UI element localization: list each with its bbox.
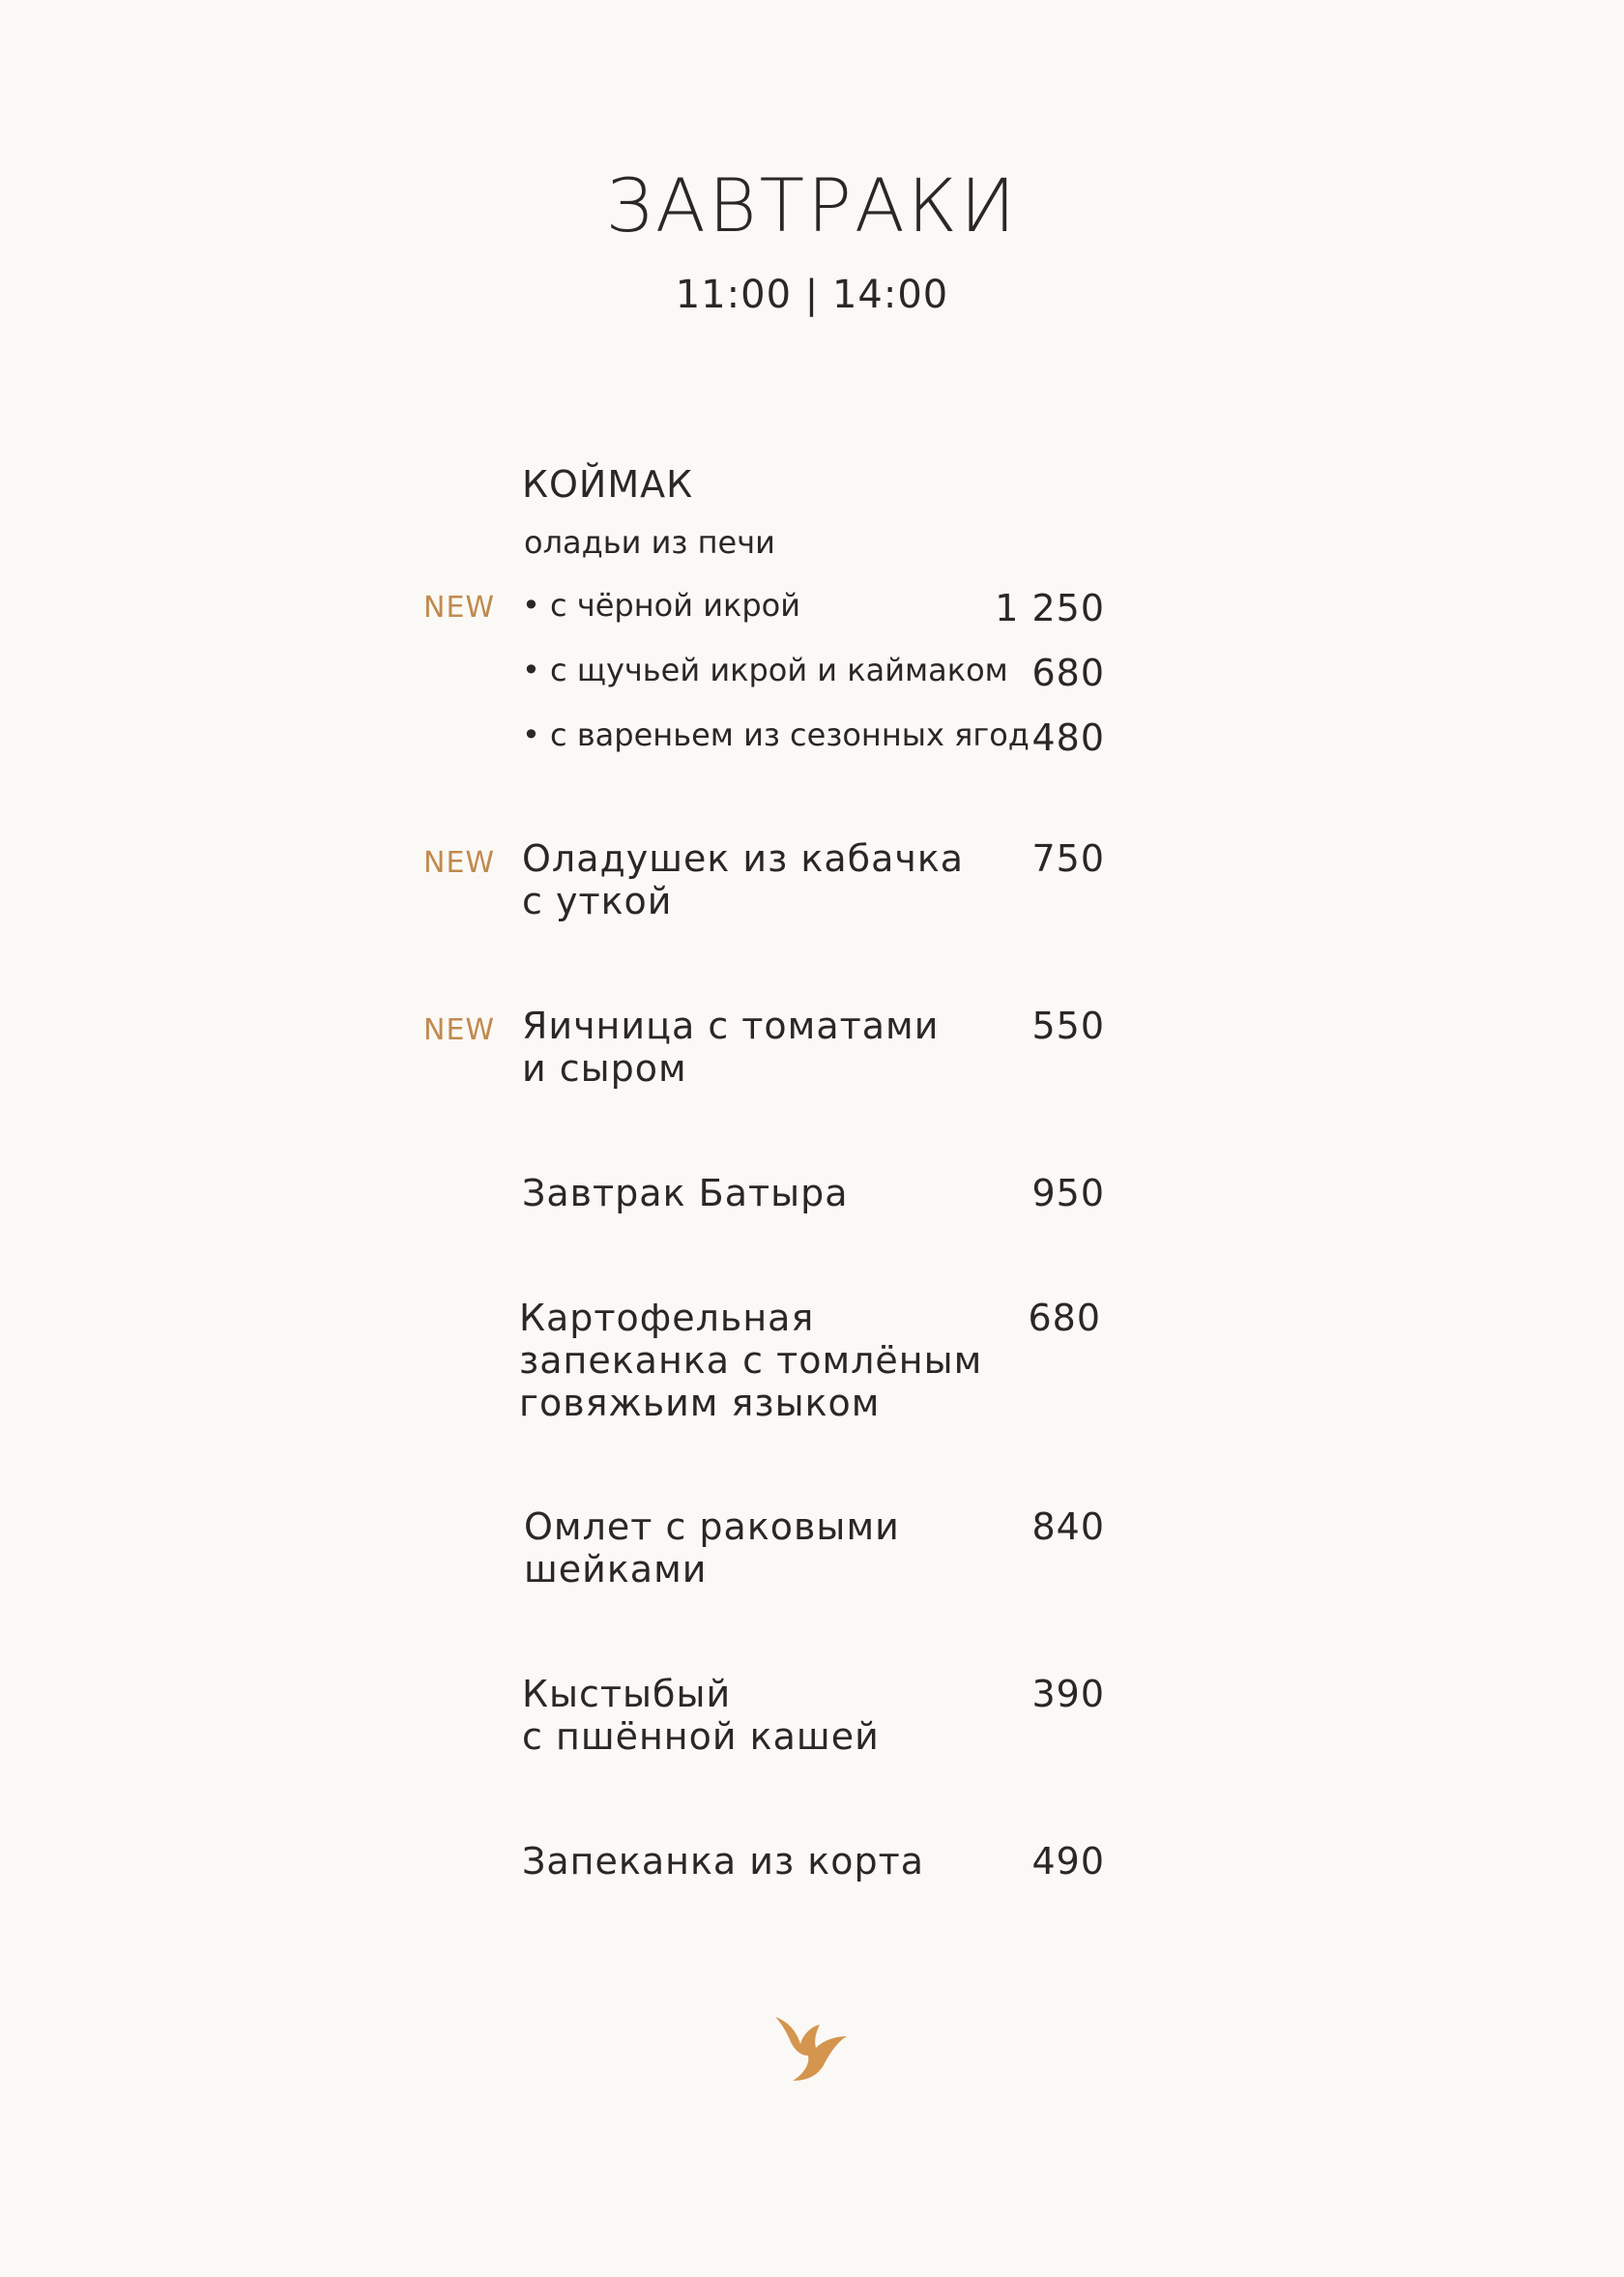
section-subtitle: оладьи из печи — [524, 524, 775, 561]
price: 750 — [1031, 837, 1105, 880]
price: 840 — [1031, 1505, 1105, 1548]
price: 390 — [1031, 1673, 1105, 1715]
price: 490 — [1031, 1840, 1105, 1883]
page-title: ЗАВТРАКИ — [605, 162, 1019, 248]
section-title-koymak: КОЙМАК — [522, 463, 694, 506]
new-badge: NEW — [423, 591, 496, 625]
variant-label: • с чёрной икрой — [522, 587, 800, 624]
dish-name: Омлет с раковыми шейками — [524, 1505, 900, 1591]
bird-logo-icon — [773, 2015, 851, 2083]
dish-name: Запеканка из корта — [522, 1840, 924, 1883]
dish-name: Кыстыбый с пшённой кашей — [522, 1673, 880, 1758]
dish-name: Завтрак Батыра — [522, 1172, 849, 1214]
opening-hours: 11:00 | 14:00 — [675, 273, 949, 317]
price: 550 — [1031, 1005, 1105, 1047]
dish-name: Картофельная запеканка с томлёным говяжьим языком — [519, 1297, 983, 1424]
variant-label: • с вареньем из сезонных ягод — [522, 716, 1030, 753]
new-badge: NEW — [423, 1013, 496, 1047]
price: 950 — [1031, 1172, 1105, 1214]
price: 680 — [1031, 652, 1105, 694]
variant-label: • с щучьей икрой и каймаком — [522, 652, 1008, 688]
price: 1 250 — [995, 587, 1105, 629]
dish-name: Оладушек из кабачка с уткой — [522, 837, 965, 922]
dish-name: Яичница с томатами и сыром — [522, 1005, 940, 1090]
price: 680 — [1028, 1297, 1101, 1339]
new-badge: NEW — [423, 846, 496, 880]
price: 480 — [1031, 716, 1105, 759]
